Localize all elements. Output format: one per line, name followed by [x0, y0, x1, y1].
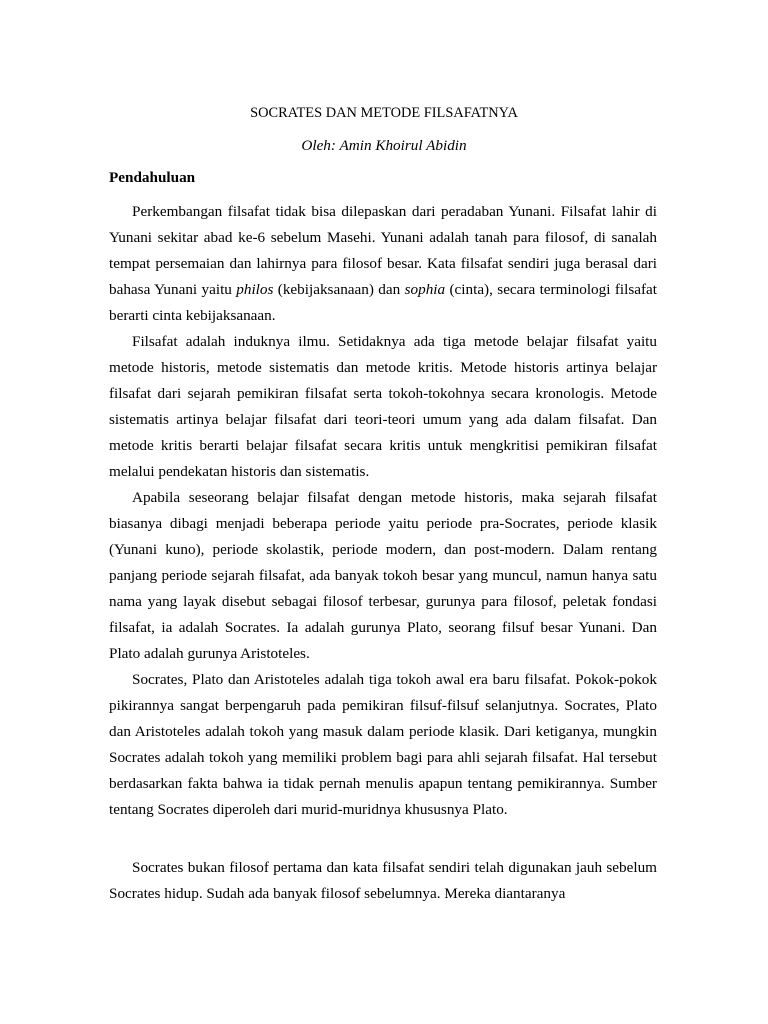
document-title: SOCRATES DAN METODE FILSAFATNYA	[250, 105, 518, 121]
section-heading: Pendahuluan	[109, 169, 196, 186]
term-sophia: sophia	[404, 281, 446, 298]
paragraph-1-text-c: (cinta), secara terminologi filsafat berarti cinta kebijaksanaan.	[109, 281, 657, 324]
paragraph-1-text-a: Perkembangan filsafat tidak bisa dilepaskan dari peradaban Yunani. Filsafat lahir di Yunani sekitar abad ke-6 sebelum Masehi. Yunani adalah tanah para filosof, di sanalah tempat persemaian dan lahirnya para filosof besar. Kata filsafat sendiri juga berasal dari bahasa Yunani yaitu	[109, 203, 657, 298]
term-philos: philos	[236, 281, 274, 298]
paragraph-3: Apabila seseorang belajar filsafat dengan metode historis, maka sejarah filsafat biasanya dibagi menjadi beberapa periode yaitu periode pra-Socrates, periode klasik (Yunani kuno), periode skolastik, periode modern, dan post-modern. Dalam rentang panjang periode sejarah filsafat, ada banyak tokoh besar yang muncul, namun hanya satu nama yang layak disebut sebagai filosof terbesar, gurunya para filosof, peletak fondasi filsafat, ia adalah Socrates. Ia adalah gurunya Plato, seorang filsuf besar Yunani. Dan Plato adalah gurunya Aristoteles.	[109, 489, 657, 662]
paragraph-2: Filsafat adalah induknya ilmu. Setidaknya ada tiga metode belajar filsafat yaitu metode historis, metode sistematis dan metode kritis. Metode historis artinya belajar filsafat dari sejarah pemikiran filsafat serta tokoh-tokohnya secara kronologis. Metode sistematis artinya belajar filsafat dari teori-teori umum yang ada dalam filsafat. Dan metode kritis berarti belajar filsafat secara kritis untuk mengkritisi pemikiran filsafat melalui pendekatan historis dan sistematis.	[109, 333, 657, 480]
paragraph-5: Socrates bukan filosof pertama dan kata filsafat sendiri telah digunakan jauh sebelum Socrates hidup. Sudah ada banyak filosof sebelumnya. Mereka diantaranya	[109, 859, 657, 902]
author-line: Oleh: Amin Khoirul Abidin	[301, 137, 467, 154]
paragraph-1	[109, 199, 657, 329]
paragraph-1-text-b: (kebijaksanaan) dan	[273, 281, 405, 298]
paragraph-4: Socrates, Plato dan Aristoteles adalah tiga tokoh awal era baru filsafat. Pokok-pokok pikirannya sangat berpengaruh pada pemikiran filsuf-filsuf selanjutnya. Socrates, Plato dan Aristoteles adalah tokoh yang masuk dalam periode klasik. Dari ketiganya, mungkin Socrates adalah tokoh yang memiliki problem bagi para ahli sejarah filsafat. Hal tersebut berdasarkan fakta bahwa ia tidak pernah menulis apapun tentang pemikirannya. Sumber tentang Socrates diperoleh dari murid-muridnya khususnya Plato.	[109, 671, 657, 818]
